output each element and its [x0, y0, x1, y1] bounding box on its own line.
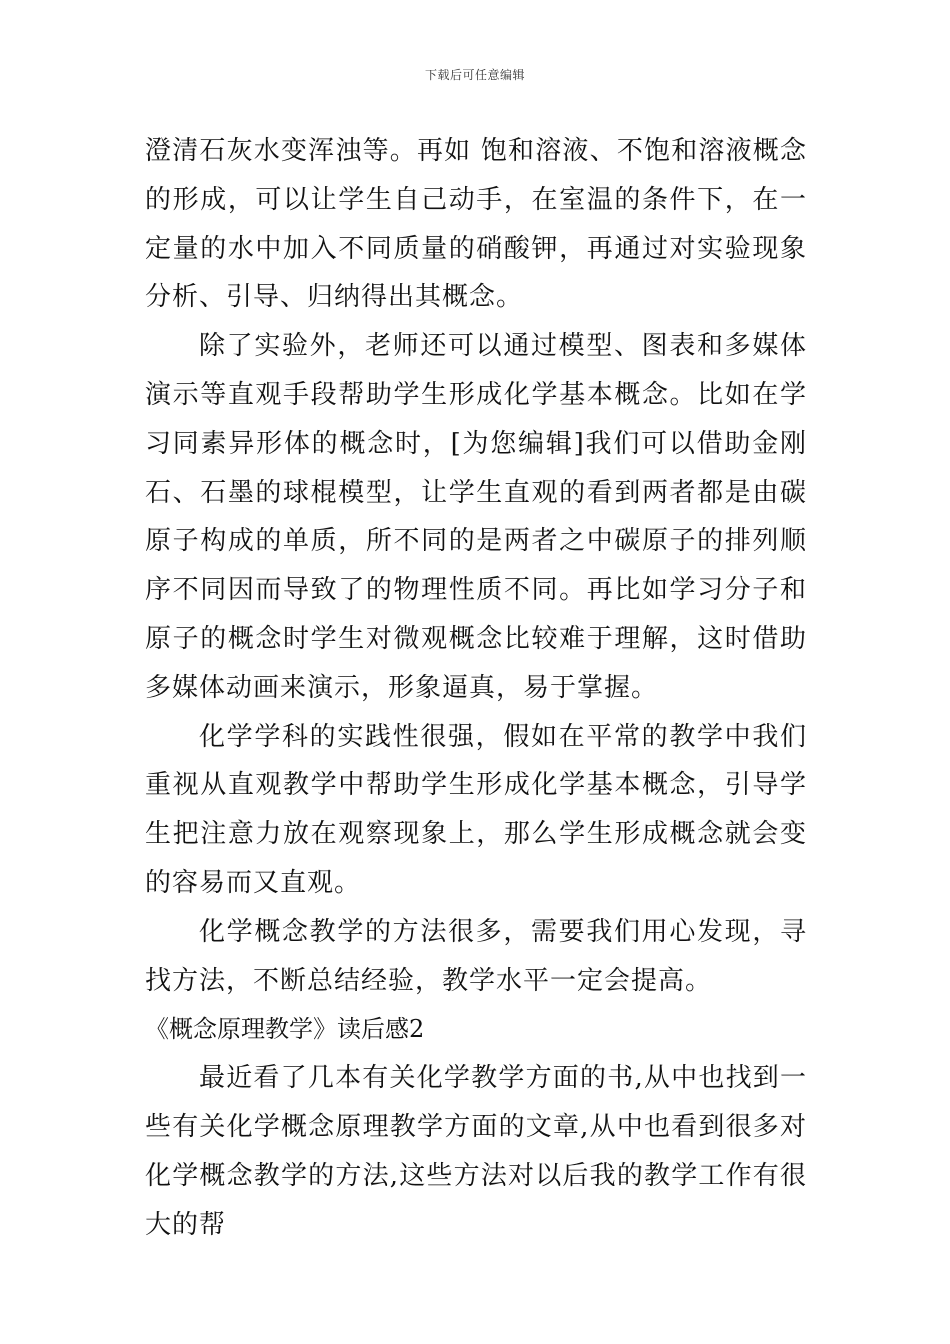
section-heading: 《概念原理教学》读后感2 — [145, 1015, 425, 1044]
paragraph-3: 化学学科的实践性很强，假如在平常的教学中我们重视从直观教学中帮助学生形成化学基本概念，引导学生把注意力放在观察现象上，那么学生形成概念就会变的容易而又直观。 — [145, 721, 807, 898]
page-header: 下载后可任意编辑 — [424, 68, 525, 82]
paragraph-4: 化学概念教学的方法很多，需要我们用心发现，寻找方法，不断总结经验，教学水平一定会提高。 — [145, 916, 807, 996]
paragraph-1: 澄清石灰水变浑浊等。再如 饱和溶液、不饱和溶液概念的形成，可以让学生自己动手，在室温的条件下，在一定量的水中加入不同质量的硝酸钾，再通过对实验现象分析、引导、归纳得出其概念。 — [145, 136, 807, 313]
paragraph-5: 最近看了几本有关化学教学方面的书,从中也找到一些有关化学概念原理教学方面的文章,从中也看到很多对化学概念教学的方法,这些方法对以后我的教学工作有很大的帮 — [145, 1063, 807, 1240]
paragraph-2: 除了实验外，老师还可以通过模型、图表和多媒体演示等直观手段帮助学生形成化学基本概念。比如在学习同素异形体的概念时，[为您编辑]我们可以借助金刚石、石墨的球棍模型，让学生直观的看到两者都是由碳原子构成的单质，所不同的是两者之中碳原子的排列顺序不同因而导致了的物理性质不同。再比如学习分子和原子的概念时学生对微观概念比较难于理解，这时借助多媒体动画来演示，形象逼真，易于掌握。 — [145, 331, 807, 703]
document-body — [145, 127, 807, 1249]
